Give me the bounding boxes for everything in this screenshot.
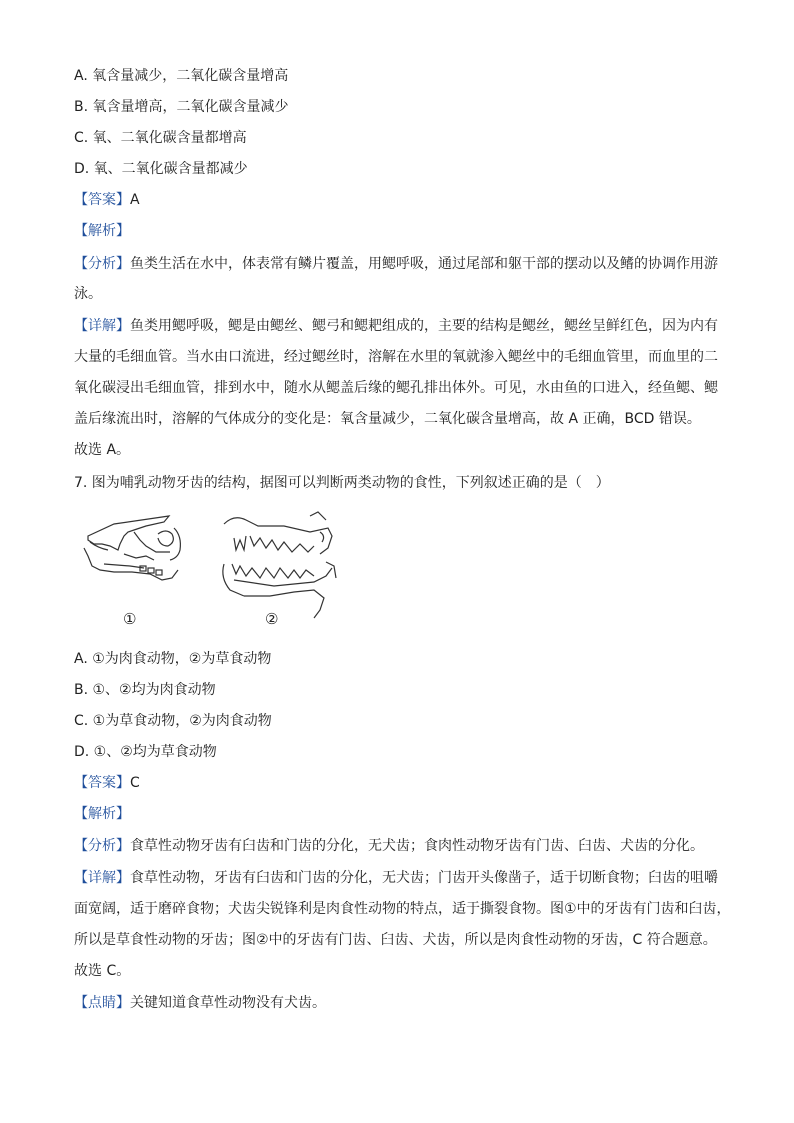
fenxi-tag: 【分析】 [74,838,130,854]
answer-tag: 【答案】 [74,192,130,208]
q6-answer-line [74,190,140,210]
xiangjie-tag: 【详解】 [74,318,130,334]
fenxi-text: 食草性动物牙齿有臼齿和门齿的分化，无犬齿；食肉性动物牙齿有门齿、臼齿、犬齿的分化。 [130,838,704,854]
q7-option-b: B. ①、②均为肉食动物 [74,682,216,698]
xiangjie-text: 食草性动物，牙齿有臼齿和门齿的分化，无犬齿；门齿开头像凿子，适于切断食物；臼齿的咀嚼 [130,870,718,886]
carnivore-skull-drawing [223,512,336,618]
q7-option-c: C. ①为草食动物，②为肉食动物 [74,713,272,729]
q6-xiangjie-line-2: 大量的毛细血管。当水由口流进，经过鳃丝时，溶解在水里的氧就渗入鳃丝中的毛细血管里，而血里的二 [74,349,718,365]
figure-label-2: ② [265,610,279,628]
q6-option-c: C. 氧、二氧化碳含量都增高 [74,130,247,146]
q7-dianjing-line [74,993,326,1013]
q7-xiangjie-line-1 [74,868,718,888]
jiexi-tag: 【解析】 [74,806,130,822]
q7-xiangjie-line-2: 面宽阔，适于磨碎食物；犬齿尖锐锋利是肉食性动物的特点，适于撕裂食物。图①中的牙齿有门齿和臼齿， [74,901,731,917]
q6-xiangjie-line-1 [74,316,718,336]
q6-fenxi-line-2: 泳。 [74,286,102,302]
q6-xiangjie-line-3: 氧化碳浸出毛细血管，排到水中，随水从鳃盖后缘的鳃孔排出体外。可见，水由鱼的口进入，经鱼鳃、鳃 [74,380,718,396]
q7-fenxi-line [74,836,704,856]
xiangjie-tag: 【详解】 [74,870,130,886]
answer-value: C [130,775,140,791]
dianjing-tag: 【点睛】 [74,995,130,1011]
q7-stem: 7. 图为哺乳动物牙齿的结构，据图可以判断两类动物的食性，下列叙述正确的是（ ） [74,475,610,491]
q6-jiexi-line [74,221,130,241]
herbivore-skull-drawing [84,516,180,580]
jiexi-tag: 【解析】 [74,223,130,239]
figure-label-1: ① [123,610,137,628]
answer-value: A [130,192,140,208]
q7-answer-line [74,773,140,793]
q6-xiangjie-line-4: 盖后缘流出时，溶解的气体成分的变化是：氧含量减少，二氧化碳含量增高，故 A 正确，BCD 错误。 [74,411,701,427]
q7-xiangjie-line-3: 所以是草食性动物的牙齿；图②中的牙齿有门齿、臼齿、犬齿，所以是肉食性动物的牙齿，C 符合题意。 [74,932,717,948]
fenxi-text: 鱼类生活在水中，体表常有鳞片覆盖，用鳃呼吸，通过尾部和躯干部的摆动以及鳍的协调作用游 [130,256,718,272]
q7-conclusion: 故选 C。 [74,963,131,979]
q6-option-d: D. 氧、二氧化碳含量都减少 [74,161,248,177]
dianjing-text: 关键知道食草性动物没有犬齿。 [130,995,326,1011]
q6-conclusion: 故选 A。 [74,442,131,458]
fenxi-tag: 【分析】 [74,256,130,272]
q7-jiexi-line [74,804,130,824]
q6-option-b: B. 氧含量增高，二氧化碳含量减少 [74,99,289,115]
q6-option-a: A. 氧含量减少，二氧化碳含量增高 [74,68,289,84]
q6-fenxi-line-1 [74,254,718,274]
teeth-figure [74,506,344,636]
q7-option-d: D. ①、②均为草食动物 [74,744,217,760]
xiangjie-text: 鱼类用鳃呼吸，鳃是由鳃丝、鳃弓和鳃耙组成的，主要的结构是鳃丝，鳃丝呈鲜红色，因为内有 [130,318,718,334]
q7-option-a: A. ①为肉食动物，②为草食动物 [74,651,272,667]
teeth-diagram [74,506,344,636]
answer-tag: 【答案】 [74,775,130,791]
